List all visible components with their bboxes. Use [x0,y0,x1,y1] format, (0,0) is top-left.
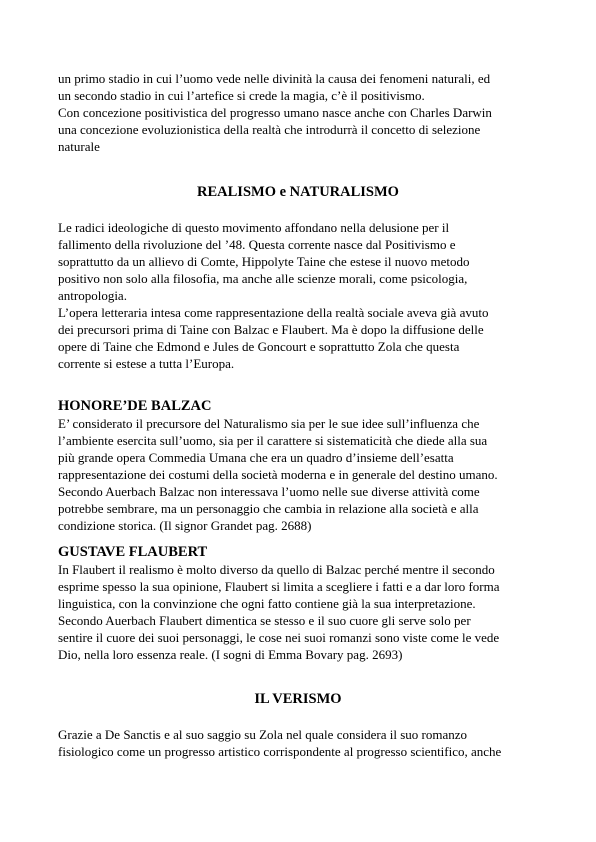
realismo-paragraph [58,219,538,372]
text-line: un secondo stadio in cui l’artefice si crede la magia, c’è il positivismo. [58,88,425,103]
text-line: un primo stadio in cui l’uomo vede nelle divinità la causa dei fenomeni naturali, ed [58,71,491,86]
text-line: corrente si estese a tutta l’Europa. [58,356,235,371]
text-line: Secondo Auerbach Flaubert dimentica se stesso e il suo cuore gli serve solo per [58,613,471,628]
text-line: potrebbe sembrare, ma un personaggio che cambia in relazione alla società e alla [58,501,479,516]
text-line: opere di Taine che Edmond e Jules de Goncourt e soprattutto Zola che questa [58,339,460,354]
section-heading-realismo: REALISMO e NATURALISMO [197,184,399,200]
text-line: naturale [58,139,100,154]
flaubert-section [58,543,538,663]
section-heading-verismo: IL VERISMO [254,691,342,707]
verismo-paragraph [58,726,538,760]
text-line: sentire il cuore dei suoi personaggi, le cose nei suoi romanzi sono viste come le vede [58,630,500,645]
text-line: Dio, nella loro essenza reale. (I sogni di Emma Bovary pag. 2693) [58,647,403,662]
text-line: E’ considerato il precursore del Naturalismo sia per le sue idee sull’influenza che [58,416,480,431]
text-line: una concezione evoluzionistica della realtà che introdurrà il concetto di selezione [58,122,481,137]
text-line: L’opera letteraria intesa come rappresentazione della realtà sociale aveva già avuto [58,305,489,320]
text-line: rappresentazione dei costumi della società moderna e in generale del destino umano. [58,467,498,482]
section-heading-flaubert: GUSTAVE FLAUBERT [58,544,208,560]
text-line: l’ambiente esercita sull’uomo, sia per il carattere si sistematicità che diede alla sua [58,433,488,448]
balzac-section [58,397,538,534]
text-line: più grande opera Commedia Umana che era un quadro d’insieme dell’esatta [58,450,454,465]
text-line: dei precursori prima di Taine con Balzac e Flaubert. Ma è dopo la diffusione delle [58,322,484,337]
text-line: condizione storica. (Il signor Grandet pag. 2688) [58,518,312,533]
text-line: antropologia. [58,288,127,303]
text-line: Grazie a De Sanctis e al suo saggio su Zola nel quale considera il suo romanzo [58,727,468,742]
text-line: Con concezione positivistica del progresso umano nasce anche con Charles Darwin [58,105,492,120]
text-line: linguistica, con la convinzione che ogni fatto contiene già la sua interpretazione. [58,596,476,611]
text-line: soprattutto da un allievo di Comte, Hippolyte Taine che estese il nuovo metodo [58,254,470,269]
text-line: esprime spesso la sua opinione, Flaubert si limita a scegliere i fatti e a dar loro forma [58,579,500,594]
text-line: fallimento della rivoluzione del ’48. Questa corrente nasce dal Positivismo e [58,237,456,252]
section-heading-balzac: HONORE’DE BALZAC [58,398,212,414]
text-line: In Flaubert il realismo è molto diverso da quello di Balzac perché mentre il secondo [58,562,495,577]
text-line: fisiologico come un progresso artistico corrispondente al progresso scientifico, anche [58,744,502,759]
intro-paragraph [58,70,538,155]
text-line: Secondo Auerbach Balzac non interessava l’uomo nelle sue diverse attività come [58,484,480,499]
text-line: positivo non solo alla filosofia, ma anche alle scienze morali, come psicologia, [58,271,468,286]
text-line: Le radici ideologiche di questo movimento affondano nella delusione per il [58,220,450,235]
